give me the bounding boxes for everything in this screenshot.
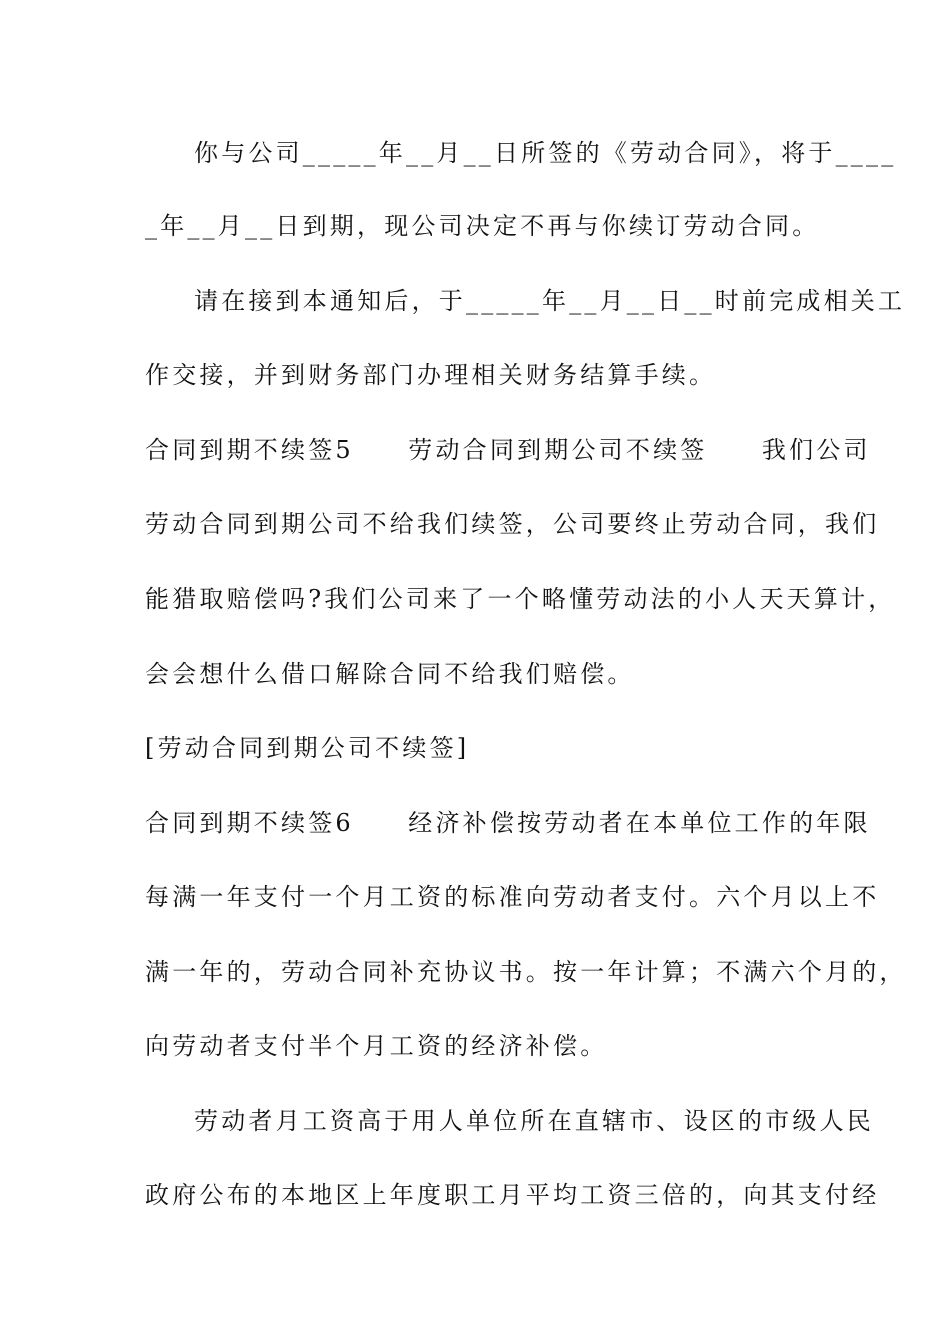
- text-line: 你与公司_____年__月__日所签的《劳动合同》，将于____: [194, 139, 897, 167]
- text-line: 合同到期不续签5 劳动合同到期公司不续签 我们公司: [145, 436, 871, 464]
- text-line: 作交接，并到财务部门办理相关财务结算手续。: [145, 361, 717, 389]
- text-line: 政府公布的本地区上年度职工月平均工资三倍的，向其支付经: [145, 1181, 880, 1209]
- text-line: 请在接到本通知后，于_____年__月__日__时前完成相关工: [194, 287, 906, 315]
- text-line: 能猎取赔偿吗?我们公司来了一个略懂劳动法的小人天天算计，: [145, 585, 896, 613]
- text-line: 合同到期不续签6 经济补偿按劳动者在本单位工作的年限: [145, 809, 871, 837]
- text-line: 劳动合同到期公司不给我们续签，公司要终止劳动合同，我们: [145, 510, 880, 538]
- text-line: 劳动者月工资高于用人单位所在直辖市、设区的市级人民: [194, 1107, 874, 1135]
- text-line: _年__月__日到期，现公司决定不再与你续订劳动合同。: [145, 212, 820, 240]
- text-line: 每满一年支付一个月工资的标准向劳动者支付。六个月以上不: [145, 883, 880, 911]
- text-line: 满一年的，劳动合同补充协议书。按一年计算；不满六个月的，: [145, 958, 907, 986]
- text-line: 向劳动者支付半个月工资的经济补偿。: [145, 1032, 608, 1060]
- text-line: [劳动合同到期公司不续签]: [145, 734, 470, 762]
- text-line: 会会想什么借口解除合同不给我们赔偿。: [145, 660, 635, 688]
